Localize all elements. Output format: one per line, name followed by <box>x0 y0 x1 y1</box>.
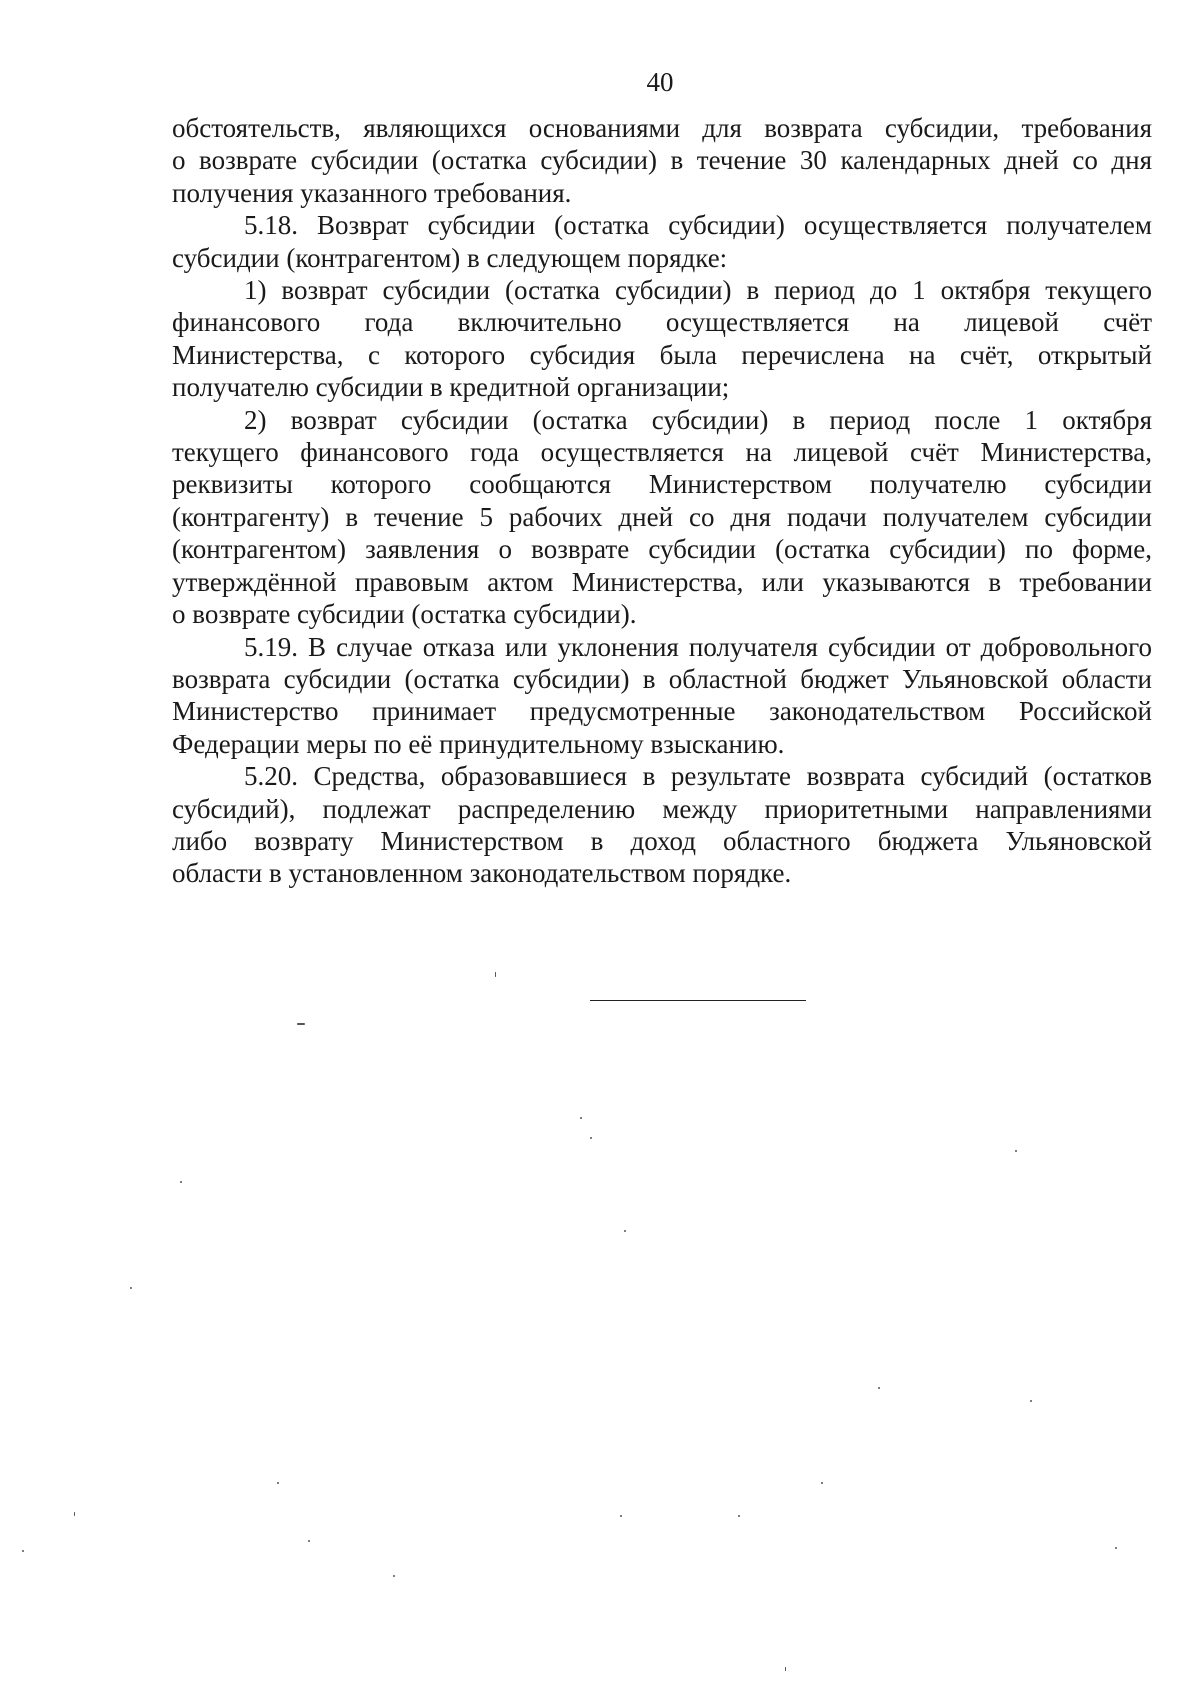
text-line: 5.19. В случае отказа или уклонения получателя субсидии от добровольного <box>244 631 1152 662</box>
text-line: Министерства, с которого субсидия была перечислена на счёт, открытый <box>172 339 1152 370</box>
paragraph-5-18-item-1 <box>172 274 1152 404</box>
text-line: финансового года включительно осуществляется на лицевой счёт <box>172 307 1152 338</box>
text-line: (контрагентом) заявления о возврате субсидии (остатка субсидии) по форме, <box>172 534 1152 565</box>
end-of-text-rule <box>590 1000 806 1001</box>
scan-speck <box>180 1181 182 1183</box>
scan-speck <box>821 1482 823 1484</box>
scan-speck <box>785 1667 786 1671</box>
text-line: либо возврату Министерством в доход областного бюджета Ульяновской <box>172 825 1152 856</box>
text-line: 1) возврат субсидии (остатка субсидии) в период до 1 октября текущего <box>244 275 1152 306</box>
scan-speck <box>308 1540 310 1542</box>
text-line: о возврате субсидии (остатка субсидии) в течение 30 календарных дней со дня <box>172 145 1152 176</box>
text-line: 2) возврат субсидии (остатка субсидии) в период после 1 октября <box>244 404 1152 435</box>
text-line: текущего финансового года осуществляется на лицевой счёт Министерства, <box>172 437 1152 468</box>
text-line: 5.20. Средства, образовавшиеся в результате возврата субсидий (остатков <box>244 761 1152 792</box>
page-number: 40 <box>646 67 674 97</box>
paragraph-5-18-item-2 <box>172 404 1152 631</box>
text-line: субсидии (контрагентом) в следующем порядке: <box>172 242 728 273</box>
scan-speck <box>1115 1547 1117 1549</box>
text-line: получения указанного требования. <box>172 177 572 208</box>
text-line: реквизиты которого сообщаются Министерством получателю субсидии <box>172 469 1152 500</box>
scan-speck <box>580 1117 582 1119</box>
scan-speck <box>620 1515 622 1517</box>
scan-speck <box>297 1023 305 1025</box>
text-line: 5.18. Возврат субсидии (остатка субсидии) осуществляется получателем <box>244 210 1152 241</box>
paragraph-5-18 <box>172 209 1152 274</box>
text-line: Министерство принимает предусмотренные законодательством Российской <box>172 696 1152 727</box>
scan-speck <box>22 1550 24 1552</box>
text-line: субсидий), подлежат распределению между приоритетными направлениями <box>172 793 1152 824</box>
text-line: Федерации меры по её принудительному взысканию. <box>172 728 785 759</box>
paragraph-5-19 <box>172 631 1152 761</box>
text-line: области в установленном законодательством порядке. <box>172 858 792 889</box>
document-body <box>172 112 1152 890</box>
scan-speck <box>738 1515 740 1517</box>
scan-speck <box>74 1512 75 1516</box>
scan-speck <box>495 972 496 977</box>
scan-speck <box>130 1287 132 1289</box>
text-line: обстоятельств, являющихся основаниями для возврата субсидии, требования <box>172 113 1152 143</box>
scan-speck <box>878 1387 880 1389</box>
text-line: возврата субсидии (остатка субсидии) в областной бюджет Ульяновской области <box>172 663 1152 694</box>
scan-speck <box>590 1137 592 1139</box>
text-line: (контрагенту) в течение 5 рабочих дней со дня подачи получателем субсидии <box>172 501 1152 532</box>
scan-speck <box>1030 1400 1032 1402</box>
text-line: получателю субсидии в кредитной организации; <box>172 372 730 403</box>
scan-speck <box>624 1230 626 1232</box>
scan-speck <box>277 1482 279 1484</box>
text-line: о возврате субсидии (остатка субсидии). <box>172 599 637 630</box>
paragraph-continuation <box>172 112 1152 209</box>
scan-speck <box>1015 1150 1017 1152</box>
text-line: утверждённой правовым актом Министерства, или указываются в требовании <box>172 566 1152 597</box>
scan-speck <box>393 1575 395 1577</box>
paragraph-5-20 <box>172 760 1152 890</box>
